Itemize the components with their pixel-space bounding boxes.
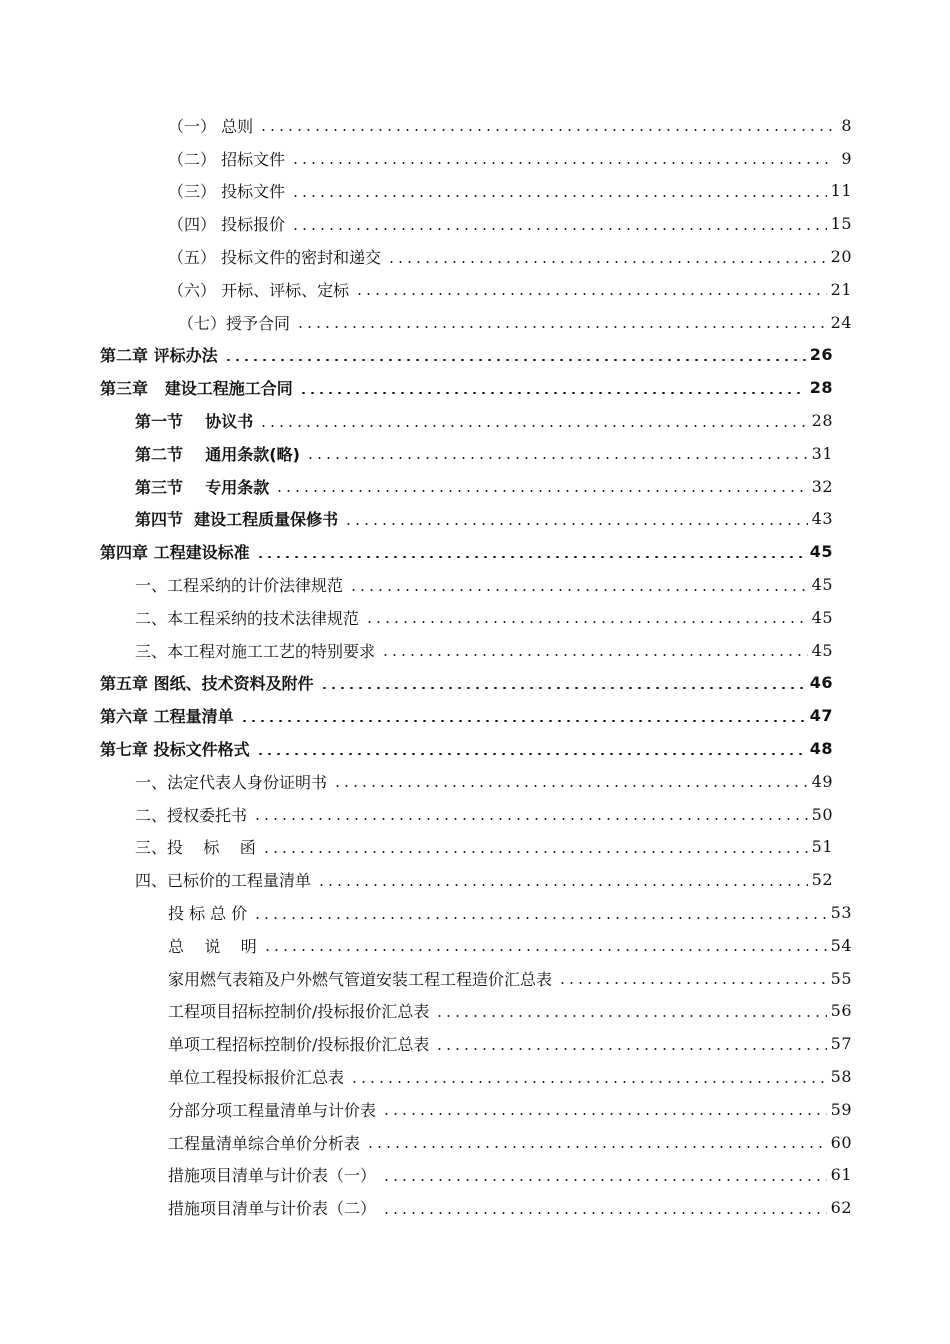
toc-entry-title: 第一节 协议书 [135, 412, 254, 432]
toc-entry-page-number: 8 [841, 115, 852, 135]
toc-entry-page-number: 55 [830, 968, 852, 988]
toc-leader-dots [296, 326, 827, 328]
toc-entry-title: （四） 投标报价 [168, 215, 286, 235]
toc-entry-title: 第二章 评标办法 [100, 346, 218, 366]
toc-leader-dots [382, 1113, 827, 1115]
toc-entry-page-number: 60 [830, 1132, 852, 1152]
toc-entry-title: 单项工程招标控制价/投标报价汇总表 [168, 1035, 430, 1055]
toc-entry[interactable] [100, 667, 833, 700]
toc-entry-title: 三、本工程对施工工艺的特别要求 [135, 641, 376, 661]
toc-entry[interactable] [168, 995, 852, 1028]
toc-entry-page-number: 32 [811, 476, 833, 496]
toc-entry-page-number: 31 [811, 443, 833, 463]
toc-entry[interactable] [135, 765, 833, 798]
toc-entry[interactable] [168, 207, 852, 240]
toc-entry-page-number: 20 [830, 247, 852, 267]
toc-entry-title: 措施项目清单与计价表（二） [168, 1199, 377, 1219]
toc-leader-dots [299, 392, 806, 394]
toc-leader-dots [263, 949, 827, 951]
toc-entry[interactable] [168, 142, 852, 175]
toc-leader-dots [435, 1048, 826, 1050]
toc-leader-dots [253, 917, 826, 919]
toc-entry-title: 家用燃气表箱及户外燃气管道安装工程工程造价汇总表 [168, 969, 553, 989]
toc-entry-title: 四、已标价的工程量清单 [135, 871, 312, 891]
toc-entry-title: 一、工程采纳的计价法律规范 [135, 576, 344, 596]
toc-entry-page-number: 15 [830, 214, 852, 234]
toc-entry-page-number: 58 [830, 1067, 852, 1086]
toc-entry-page-number: 45 [811, 640, 833, 660]
toc-entry-page-number: 28 [809, 378, 833, 398]
toc-entry[interactable] [168, 929, 852, 962]
toc-entry-title: 二、本工程采纳的技术法律规范 [135, 608, 360, 628]
toc-entry[interactable] [100, 535, 833, 568]
toc-entry[interactable] [168, 175, 852, 208]
toc-entry[interactable] [100, 732, 833, 765]
toc-entry-title: 措施项目清单与计价表（一） [168, 1166, 377, 1186]
toc-entry[interactable] [135, 798, 833, 831]
toc-leader-dots [344, 523, 807, 525]
toc-leader-dots [291, 228, 827, 230]
toc-leader-dots [275, 490, 807, 492]
toc-entry-page-number: 53 [830, 903, 852, 923]
toc-entry-title: 第四章 工程建设标准 [100, 543, 250, 563]
toc-entry[interactable] [135, 634, 833, 667]
toc-leader-dots [382, 1179, 827, 1181]
toc-leader-dots [381, 654, 808, 656]
toc-leader-dots [259, 425, 807, 427]
toc-entry[interactable] [135, 831, 833, 864]
toc-entry-page-number: 47 [809, 706, 833, 726]
toc-entry-title: 第四节 建设工程质量保修书 [135, 510, 339, 530]
toc-entry-title: 第二节 通用条款(略) [135, 444, 300, 464]
toc-entry[interactable] [135, 863, 833, 896]
toc-entry-title: 第三章 建设工程施工合同 [100, 379, 293, 399]
toc-entry[interactable] [135, 568, 833, 601]
toc-entry-title: （二） 招标文件 [168, 149, 286, 169]
toc-entry-page-number: 28 [811, 411, 833, 431]
toc-entry[interactable] [135, 601, 833, 634]
toc-entry-title: 第六章 工程量清单 [100, 707, 234, 727]
toc-entry-page-number: 26 [809, 345, 833, 365]
toc-entry-title: 总 说 明 [168, 936, 257, 956]
toc-leader-dots [259, 129, 832, 131]
toc-entry-title: 第五章 图纸、技术资料及附件 [100, 674, 314, 694]
toc-entry[interactable] [100, 699, 833, 732]
toc-entry-title: 单位工程投标报价汇总表 [168, 1068, 345, 1087]
toc-entry[interactable] [168, 109, 852, 142]
toc-entry[interactable] [168, 962, 852, 995]
toc-entry-title: 投 标 总 价 [168, 904, 248, 924]
toc-entry-page-number: 45 [809, 542, 833, 562]
toc-entry-page-number: 56 [830, 1001, 852, 1021]
toc-entry-page-number: 24 [830, 312, 852, 332]
toc-entry-page-number: 50 [811, 804, 833, 824]
toc-entry-page-number: 62 [830, 1198, 852, 1218]
toc-entry-title: 工程量清单综合单价分析表 [168, 1133, 361, 1153]
toc-leader-dots [240, 720, 806, 722]
toc-entry-title: （三） 投标文件 [168, 182, 286, 202]
toc-leader-dots [387, 261, 827, 263]
toc-entry-page-number: 52 [811, 870, 833, 890]
toc-entry[interactable] [135, 437, 833, 470]
table-of-contents [0, 109, 950, 1224]
toc-leader-dots [224, 359, 806, 361]
toc-entry-title: 工程项目招标控制价/投标报价汇总表 [168, 1002, 430, 1022]
toc-entry-page-number: 43 [811, 509, 833, 529]
toc-entry-title: 第三节 专用条款 [135, 477, 270, 497]
toc-entry[interactable] [168, 1027, 852, 1060]
toc-entry[interactable] [135, 503, 833, 536]
toc-leader-dots [291, 195, 827, 197]
toc-entry-title: 分部分项工程量清单与计价表 [168, 1100, 377, 1120]
toc-leader-dots [253, 818, 808, 820]
toc-entry-page-number: 59 [830, 1099, 852, 1119]
toc-leader-dots [262, 851, 808, 853]
toc-entry-title: 第七章 投标文件格式 [100, 740, 250, 760]
toc-entry-page-number: 49 [811, 771, 833, 791]
toc-leader-dots [365, 621, 808, 623]
toc-entry[interactable] [168, 1060, 852, 1093]
toc-entry-title: （五） 投标文件的密封和递交 [168, 248, 382, 268]
toc-leader-dots [558, 982, 827, 984]
toc-entry-title: 一、法定代表人身份证明书 [135, 772, 328, 792]
toc-leader-dots [317, 884, 808, 886]
toc-entry-title: （六） 开标、评标、定标 [168, 280, 350, 300]
toc-leader-dots [320, 687, 806, 689]
toc-leader-dots [349, 589, 808, 591]
toc-entry[interactable] [168, 896, 852, 929]
toc-entry-page-number: 9 [841, 148, 852, 168]
toc-entry[interactable] [168, 1126, 852, 1159]
toc-leader-dots [256, 556, 806, 558]
toc-entry[interactable] [168, 1159, 852, 1192]
toc-entry[interactable] [168, 240, 852, 273]
toc-leader-dots [350, 1081, 827, 1083]
toc-entry-page-number: 51 [811, 837, 833, 857]
toc-entry-title: 三、投 标 函 [135, 838, 256, 858]
toc-entry-title: （七）授予合同 [178, 313, 291, 333]
toc-entry[interactable] [135, 470, 833, 503]
toc-entry[interactable] [168, 273, 852, 306]
toc-leader-dots [291, 162, 832, 164]
toc-entry[interactable] [135, 404, 833, 437]
toc-leader-dots [366, 1146, 827, 1148]
toc-entry-page-number: 46 [809, 673, 833, 693]
toc-entry-page-number: 11 [830, 181, 852, 201]
toc-entry-page-number: 54 [830, 935, 852, 955]
toc-entry-page-number: 48 [809, 739, 833, 759]
toc-entry[interactable] [168, 1191, 852, 1224]
toc-entry-page-number: 45 [811, 607, 833, 627]
toc-entry-page-number: 21 [830, 279, 852, 299]
toc-leader-dots [333, 785, 808, 787]
toc-entry[interactable] [178, 306, 852, 339]
toc-entry[interactable] [100, 371, 833, 404]
toc-entry-title: （一） 总则 [168, 116, 254, 136]
toc-entry-page-number: 45 [811, 575, 833, 595]
toc-entry-page-number: 57 [830, 1034, 852, 1054]
toc-entry-title: 二、授权委托书 [135, 805, 248, 825]
toc-leader-dots [355, 293, 827, 295]
toc-leader-dots [306, 457, 808, 459]
toc-entry[interactable] [168, 1093, 852, 1126]
toc-entry[interactable] [100, 339, 833, 372]
toc-entry-page-number: 61 [830, 1165, 852, 1185]
toc-leader-dots [256, 753, 806, 755]
toc-leader-dots [435, 1015, 826, 1017]
toc-leader-dots [382, 1212, 827, 1214]
